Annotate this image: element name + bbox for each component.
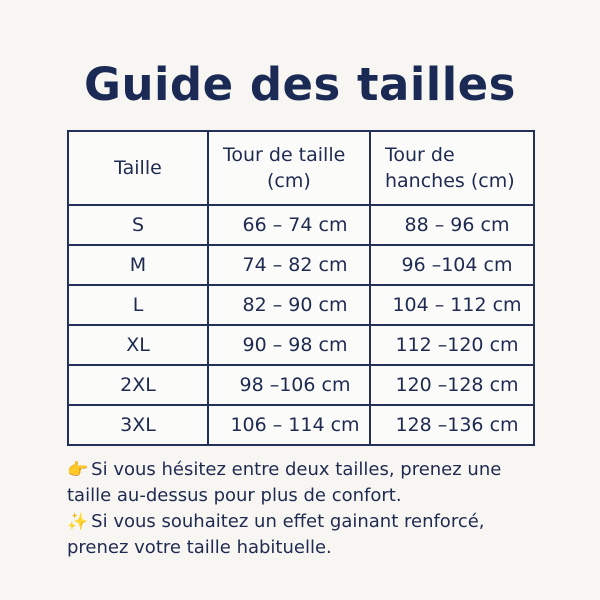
cell-hips: 120 –128 cm <box>370 365 534 405</box>
note-2-text-2: prenez votre taille habituelle. <box>67 537 332 558</box>
page-title: Guide des tailles <box>84 58 516 111</box>
header-size <box>68 131 208 205</box>
cell-hips: 96 –104 cm <box>370 245 534 285</box>
sparkles-icon: ✨ <box>67 512 89 532</box>
header-hips-line2: hanches (cm) <box>385 170 515 192</box>
cell-size: S <box>68 205 208 245</box>
cell-size: 3XL <box>68 405 208 445</box>
table-row <box>68 365 534 405</box>
size-advice-notes <box>67 457 547 561</box>
note-1-text-2: taille au-dessus pour plus de confort. <box>67 485 402 506</box>
note-2-text-1: Si vous souhaitez un effet gainant renforcé, <box>91 511 485 532</box>
header-size-label: Taille <box>114 157 162 179</box>
size-chart-table <box>67 130 535 446</box>
cell-hips: 104 – 112 cm <box>370 285 534 325</box>
cell-hips: 128 –136 cm <box>370 405 534 445</box>
note-1-line-1 <box>67 457 547 483</box>
cell-size: XL <box>68 325 208 365</box>
note-1-text-1: Si vous hésitez entre deux tailles, prenez une <box>91 459 502 480</box>
header-waist <box>208 131 370 205</box>
header-hips <box>370 131 534 205</box>
cell-waist: 90 – 98 cm <box>208 325 370 365</box>
pointing-hand-icon: 👉 <box>67 460 89 480</box>
table-row <box>68 245 534 285</box>
note-2-line-1 <box>67 509 547 535</box>
header-waist-line2: (cm) <box>267 170 311 192</box>
cell-hips: 88 – 96 cm <box>370 205 534 245</box>
cell-waist: 82 – 90 cm <box>208 285 370 325</box>
cell-waist: 74 – 82 cm <box>208 245 370 285</box>
table-row <box>68 205 534 245</box>
table-row <box>68 285 534 325</box>
table-row <box>68 325 534 365</box>
cell-size: 2XL <box>68 365 208 405</box>
cell-waist: 66 – 74 cm <box>208 205 370 245</box>
cell-waist: 106 – 114 cm <box>208 405 370 445</box>
table-row <box>68 405 534 445</box>
header-hips-line1: Tour de <box>385 144 455 166</box>
cell-waist: 98 –106 cm <box>208 365 370 405</box>
table-header-row <box>68 131 534 205</box>
cell-size: M <box>68 245 208 285</box>
cell-size: L <box>68 285 208 325</box>
header-waist-line1: Tour de taille <box>223 144 346 166</box>
cell-hips: 112 –120 cm <box>370 325 534 365</box>
